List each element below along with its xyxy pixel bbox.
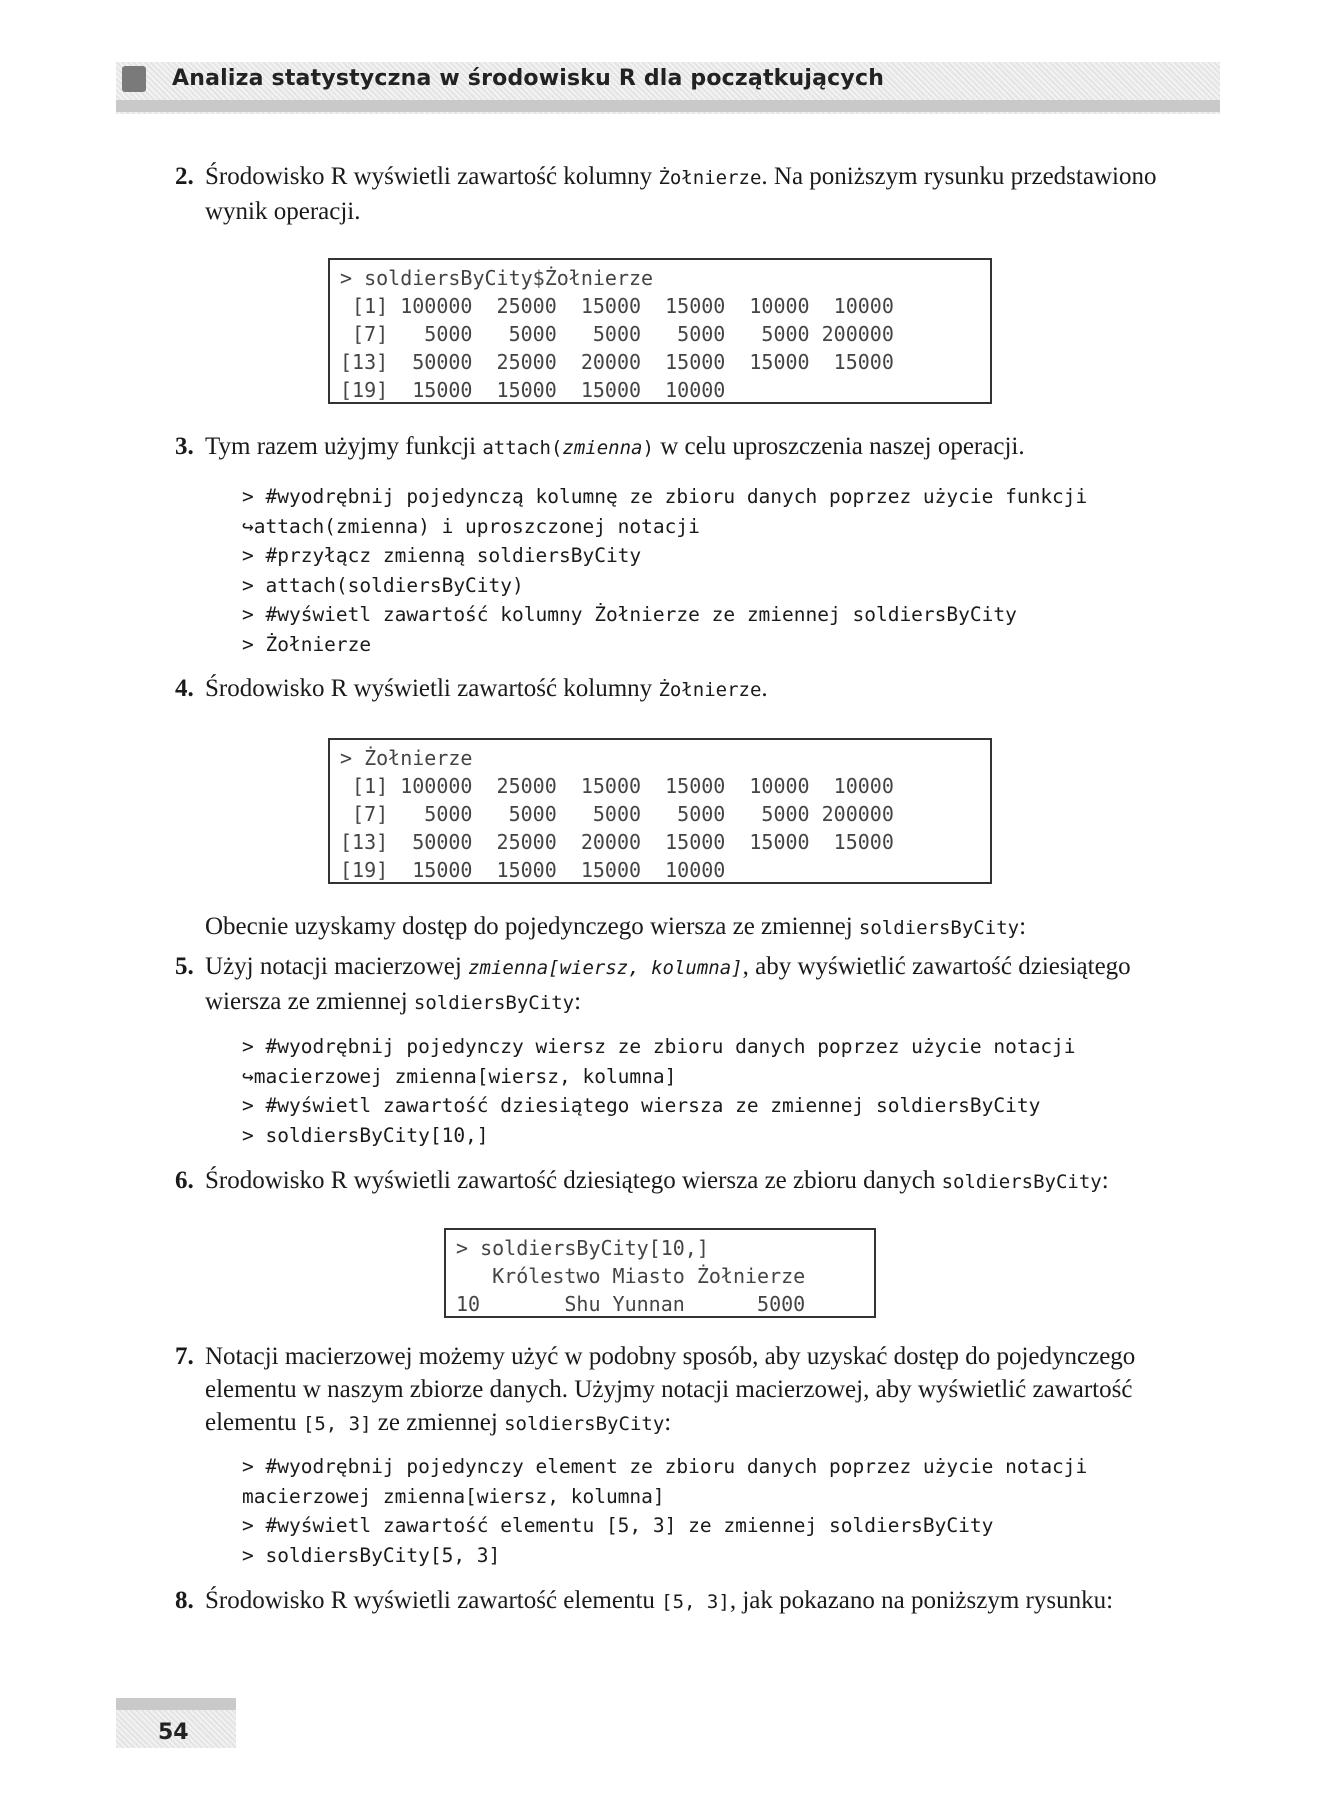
running-header-title: Analiza statystyczna w środowisku R dla początkujących [172,66,885,91]
footer-rule [116,1698,236,1710]
text-run: Środowisko R wyświetli zawartość kolumny [205,163,659,190]
code-listing-7 [242,1452,1202,1570]
page-number: 54 [158,1720,189,1745]
paragraph-row-access [205,910,1185,945]
console-screenshot-1 [328,258,992,404]
inline-code: ) [642,437,654,459]
code-line: > #przyłącz zmienną soldiersByCity [242,544,642,567]
step-7 [175,1340,1195,1441]
text-run: Obecnie uzyskamy dostęp do pojedynczego wiersza ze zmiennej [205,913,859,940]
step-text [175,160,1195,228]
console-line: > soldiersByCity$Żołnierze [340,266,654,290]
step-number: 4. [175,675,194,702]
step-text [175,1340,1195,1441]
inline-code: soldiersByCity [504,1413,665,1435]
code-line: > #wyodrębnij pojedynczy element ze zbioru danych poprzez użycie notacji [242,1455,1088,1478]
step-text [175,950,1195,1020]
step-6 [175,1164,1195,1199]
console-line: [7] 5000 5000 5000 5000 5000 200000 [340,322,894,346]
console-line: 10 Shu Yunnan 5000 [456,1292,806,1316]
code-line: ↪attach(zmienna) i uproszczonej notacji [242,514,700,538]
step-number: 6. [175,1167,194,1194]
inline-code: soldiersByCity [941,1171,1102,1193]
step-5 [175,950,1195,1020]
step-text [175,1584,1195,1619]
text-run: : [574,988,582,1015]
inline-code: [5, 3] [661,1591,730,1613]
text-run: Środowisko R wyświetli zawartość elementu [205,1587,662,1614]
console-line: [1] 100000 25000 15000 15000 10000 10000 [340,294,894,318]
inline-code: attach( [482,437,563,459]
step-8 [175,1584,1195,1619]
step-number: 3. [175,433,194,460]
text-run: . [761,675,768,702]
console-line: > soldiersByCity[10,] [456,1236,709,1260]
text-run: Notacji macierzowej możemy użyć w podobny sposób, aby uzyskać dostęp do pojedynczego elementu w naszym zbiorze danych. Użyjmy notacji macierzowej, aby wyświetlić zawartość elementu [205,1343,1136,1436]
inline-code-italic: zmienna [562,437,643,459]
text-run: Tym razem użyjmy funkcji [205,433,483,460]
console-screenshot-3 [444,1228,876,1318]
console-line: > Żołnierze [340,746,473,770]
step-4 [175,672,1195,707]
step-number: 5. [175,953,194,980]
code-line: > #wyświetl zawartość dziesiątego wiersza ze zmiennej soldiersByCity [242,1094,1041,1117]
code-line: macierzowej zmienna[wiersz, kolumna] [242,1484,665,1508]
text-run: Środowisko R wyświetli zawartość dziesiątego wiersza ze zbioru danych [205,1167,942,1194]
step-text [175,1164,1195,1199]
text-run: : [1101,1167,1109,1194]
code-line: > #wyodrębnij pojedynczą kolumnę ze zbioru danych poprzez użycie funkcji [242,485,1088,508]
text-run: , jak pokazano na poniższym rysunku: [729,1587,1114,1614]
inline-code: soldiersByCity [858,917,1020,939]
code-line: > soldiersByCity[5, 3] [242,1543,501,1567]
header-rule [116,100,1220,112]
console-screenshot-2 [328,738,992,884]
step-3 [175,430,1195,465]
inline-code-italic: zmienna[wiersz, kolumna] [468,957,743,979]
console-line: [13] 50000 25000 20000 15000 15000 15000 [340,350,894,374]
code-line: > #wyodrębnij pojedynczy wiersz ze zbioru danych poprzez użycie notacji [242,1035,1076,1058]
text-run: w celu uproszczenia naszej operacji. [653,433,1025,460]
console-line: [13] 50000 25000 20000 15000 15000 15000 [340,830,894,854]
text-run: Środowisko R wyświetli zawartość kolumny [205,675,659,702]
console-line: [7] 5000 5000 5000 5000 5000 200000 [340,802,894,826]
code-listing-3 [242,482,1202,659]
console-line: [19] 15000 15000 15000 10000 [340,378,726,402]
inline-code: [5, 3] [302,1413,372,1435]
code-line: > soldiersByCity[10,] [242,1123,489,1147]
text-run: : [1019,913,1027,940]
step-number: 2. [175,163,194,190]
step-number: 8. [175,1587,194,1614]
code-listing-5 [242,1032,1202,1150]
code-line: > #wyświetl zawartość elementu [5, 3] ze zmiennej soldiersByCity [242,1514,994,1537]
code-line: > #wyświetl zawartość kolumny Żołnierze ze zmiennej soldiersByCity [242,603,1017,626]
code-line: > Żołnierze [242,632,372,656]
console-line: [1] 100000 25000 15000 15000 10000 10000 [340,774,894,798]
console-line: [19] 15000 15000 15000 10000 [340,858,726,882]
text-run: ze zmiennej [371,1409,505,1436]
step-text [175,672,1195,707]
step-2 [175,160,1195,228]
inline-code: Żołnierze [658,679,762,701]
text-run: , aby wyświetlić zawartość dziesiątego wiersza ze zmiennej [205,953,1131,1015]
console-line: Królestwo Miasto Żołnierze [456,1264,806,1288]
header-square-icon [122,66,146,92]
step-text [175,430,1195,465]
text-run: Użyj notacji macierzowej [205,953,469,980]
text-run: . Na poniższym rysunku przedstawiono wynik operacji. [205,163,1157,225]
code-line: ↪macierzowej zmienna[wiersz, kolumna] [242,1064,677,1088]
text-run: : [664,1409,672,1436]
code-line: > attach(soldiersByCity) [242,573,524,597]
inline-code: Żołnierze [658,167,762,189]
step-number: 7. [175,1343,194,1370]
inline-code: soldiersByCity [413,992,575,1014]
